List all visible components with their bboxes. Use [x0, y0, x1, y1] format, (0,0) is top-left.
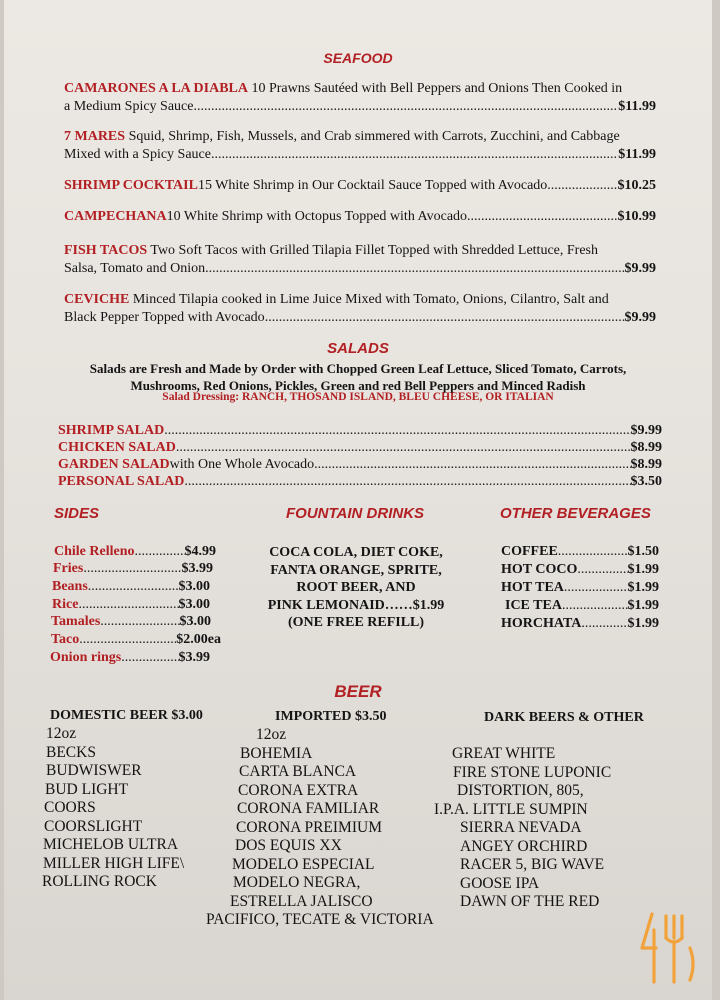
beer-item: BOHEMIA — [240, 744, 313, 762]
beer-item: MODELO NEGRA, — [233, 874, 361, 891]
item-name: CEVICHE — [64, 292, 130, 307]
beer-item: SIERRA NEVADA — [460, 819, 582, 836]
salad-price: $8.99 — [630, 457, 662, 472]
side-row — [52, 596, 210, 614]
salad-row — [58, 422, 662, 439]
item-price: $11.99 — [618, 147, 656, 162]
beverage-price: $1.99 — [627, 598, 659, 613]
dark-beer-list — [434, 745, 611, 912]
domestic-beer-list — [42, 725, 184, 892]
fork-knife-logo-icon — [636, 908, 700, 988]
menu-item — [64, 208, 656, 226]
side-price: $3.99 — [181, 561, 213, 576]
salad-row — [58, 473, 662, 490]
side-name: Beans — [52, 579, 88, 594]
beer-item: I.P.A. LITTLE SUMPIN — [434, 800, 588, 818]
side-price: $3.00 — [178, 579, 210, 594]
beverage-name: ICE TEA — [505, 598, 562, 613]
beverage-name: HOT TEA — [501, 580, 564, 595]
side-name: Onion rings — [50, 650, 122, 665]
dark-beer-heading: DARK BEERS & OTHER — [484, 710, 644, 725]
salad-price: $9.99 — [630, 423, 662, 438]
item-name: SHRIMP COCKTAIL — [64, 178, 198, 193]
salad-name: SHRIMP SALAD — [58, 423, 165, 438]
item-name: CAMPECHANA — [64, 209, 167, 224]
item-desc-2: Salsa, Tomato and Onion — [64, 261, 206, 276]
beverage-row — [501, 543, 659, 561]
item-name: FISH TACOS — [64, 243, 148, 258]
beverage-row — [501, 561, 659, 579]
fountain-drinks-list — [256, 544, 456, 632]
fountain-line: FANTA ORANGE, SPRITE, — [270, 562, 442, 578]
side-price: $4.99 — [184, 544, 216, 559]
fountain-line: PINK LEMONAID……$1.99 — [267, 597, 445, 613]
item-desc: Minced Tilapia cooked in Lime Juice Mixed with Tomato, Onions, Cilantro, Salt and — [129, 292, 609, 307]
beer-item: PACIFICO, TECATE & VICTORIA — [206, 911, 434, 928]
beer-item: BUDWISWER — [46, 762, 142, 779]
beer-item: ESTRELLA JALISCO — [230, 892, 373, 910]
side-price: $3.00 — [179, 614, 211, 629]
side-name: Chile Relleno — [54, 544, 135, 559]
salad-price: $3.50 — [630, 474, 662, 489]
side-name: Taco — [51, 632, 80, 647]
side-row — [51, 631, 221, 649]
beer-item: ANGEY ORCHIRD — [460, 837, 588, 855]
menu-item — [64, 128, 656, 164]
beer-item: CARTA BLANCA — [239, 763, 357, 780]
beer-item: ROLLING ROCK — [42, 873, 157, 890]
beer-item: COORS — [44, 799, 96, 816]
item-desc: Squid, Shrimp, Fish, Mussels, and Crab simmered with Carrots, Zucchini, and Cabbage — [125, 129, 620, 144]
beer-title: BEER — [334, 682, 382, 701]
beverage-price: $1.99 — [627, 616, 659, 631]
item-price: $9.99 — [624, 261, 656, 276]
salad-name: CHICKEN SALAD — [58, 440, 176, 455]
side-name: Rice — [52, 597, 79, 612]
item-desc-2: a Medium Spicy Sauce — [64, 99, 194, 114]
beer-item: CORONA PREIMIUM — [236, 818, 382, 836]
side-row — [50, 649, 210, 667]
salad-note-line-2: Mushrooms, Red Onions, Pickles, Green and red Bell Peppers and Minced Radish — [130, 378, 586, 393]
salad-dressing-note: Salad Dressing: RANCH, THOSAND ISLAND, BLEU CHEESE, OR ITALIAN — [162, 391, 554, 403]
side-name: Fries — [53, 561, 84, 576]
menu-page — [4, 0, 712, 1000]
side-row — [53, 560, 213, 578]
side-name: Tamales — [51, 614, 101, 629]
imported-beer-list — [206, 726, 434, 930]
beer-item: CORONA EXTRA — [238, 781, 359, 799]
beverage-row — [505, 597, 659, 615]
seafood-title: SEAFOOD — [323, 50, 393, 66]
beer-item: MODELO ESPECIAL — [232, 855, 375, 873]
beverage-price: $1.99 — [627, 580, 659, 595]
salad-note-line-1: Salads are Fresh and Made by Order with Chopped Green Leaf Lettuce, Sliced Tomato, Carrots, — [89, 361, 627, 376]
salad-name: GARDEN SALAD — [58, 457, 170, 472]
beverage-price: $1.50 — [627, 544, 659, 559]
fountain-line: ROOT BEER, AND — [296, 580, 416, 595]
item-name: 7 MARES — [64, 129, 126, 144]
imported-beer-heading: IMPORTED $3.50 — [275, 709, 387, 724]
beer-item: BUD LIGHT — [45, 780, 129, 798]
salad-row — [58, 439, 662, 456]
salad-name: PERSONAL SALAD — [58, 474, 185, 489]
item-desc: 15 White Shrimp in Our Cocktail Sauce Topped with Avocado — [197, 178, 548, 193]
beverage-name: COFFEE — [501, 544, 558, 559]
item-desc-2: Mixed with a Spicy Sauce — [64, 147, 211, 162]
sides-title: SIDES — [54, 505, 100, 522]
beer-item: RACER 5, BIG WAVE — [460, 856, 605, 873]
item-desc: 10 Prawns Sautéed with Bell Peppers and Onions Then Cooked in — [247, 81, 623, 96]
beer-item: BECKS — [46, 743, 96, 761]
item-price: $10.25 — [617, 178, 656, 193]
beverage-row — [501, 579, 659, 597]
item-price: $9.99 — [624, 310, 656, 325]
salad-extra: with One Whole Avocado — [169, 457, 315, 472]
beer-item: MICHELOB ULTRA — [43, 836, 179, 853]
side-row — [51, 613, 211, 631]
salad-row — [58, 456, 662, 473]
item-desc: Two Soft Tacos with Grilled Tilapia Fillet Topped with Shredded Lettuce, Fresh — [147, 243, 598, 258]
menu-item — [64, 177, 656, 195]
beer-item: 12oz — [46, 725, 77, 742]
salad-price: $8.99 — [630, 440, 662, 455]
beer-item: DOS EQUIS XX — [235, 837, 342, 854]
fountain-line: COCA COLA, DIET COKE, — [269, 545, 443, 560]
beer-item: 12oz — [256, 726, 287, 743]
salads-title: SALADS — [327, 340, 389, 357]
menu-item — [64, 242, 656, 278]
beer-item: MILLER HIGH LIFE\ — [43, 854, 185, 872]
menu-item — [64, 291, 656, 327]
side-price: $2.00ea — [176, 632, 221, 647]
item-price: $10.99 — [617, 209, 656, 224]
beer-item: DAWN OF THE RED — [460, 893, 600, 910]
beer-item: FIRE STONE LUPONIC — [453, 763, 612, 781]
item-desc: 10 White Shrimp with Octopus Topped with Avocado — [166, 209, 468, 224]
side-price: $3.00 — [178, 597, 210, 612]
beverage-price: $1.99 — [627, 562, 659, 577]
beverage-name: HORCHATA — [501, 616, 582, 631]
beer-item: DISTORTION, 805, — [457, 782, 584, 799]
item-desc-2: Black Pepper Topped with Avocado — [64, 310, 265, 325]
item-name: CAMARONES A LA DIABLA — [64, 81, 248, 96]
side-price: $3.99 — [178, 650, 210, 665]
beverage-name: HOT COCO — [501, 562, 578, 577]
fountain-line: (ONE FREE REFILL) — [287, 615, 425, 630]
domestic-beer-heading: DOMESTIC BEER $3.00 — [50, 708, 203, 723]
beverage-row — [501, 615, 659, 633]
beer-item: GREAT WHITE — [452, 745, 556, 762]
beer-item: COORSLIGHT — [44, 817, 143, 835]
side-row — [52, 578, 210, 596]
side-row — [54, 543, 216, 561]
beverages-title: OTHER BEVERAGES — [500, 505, 651, 522]
beer-item: GOOSE IPA — [460, 874, 540, 892]
menu-item — [64, 80, 656, 116]
item-price: $11.99 — [618, 99, 656, 114]
beer-item: CORONA FAMILIAR — [237, 800, 380, 817]
fountain-title: FOUNTAIN DRINKS — [286, 505, 425, 522]
